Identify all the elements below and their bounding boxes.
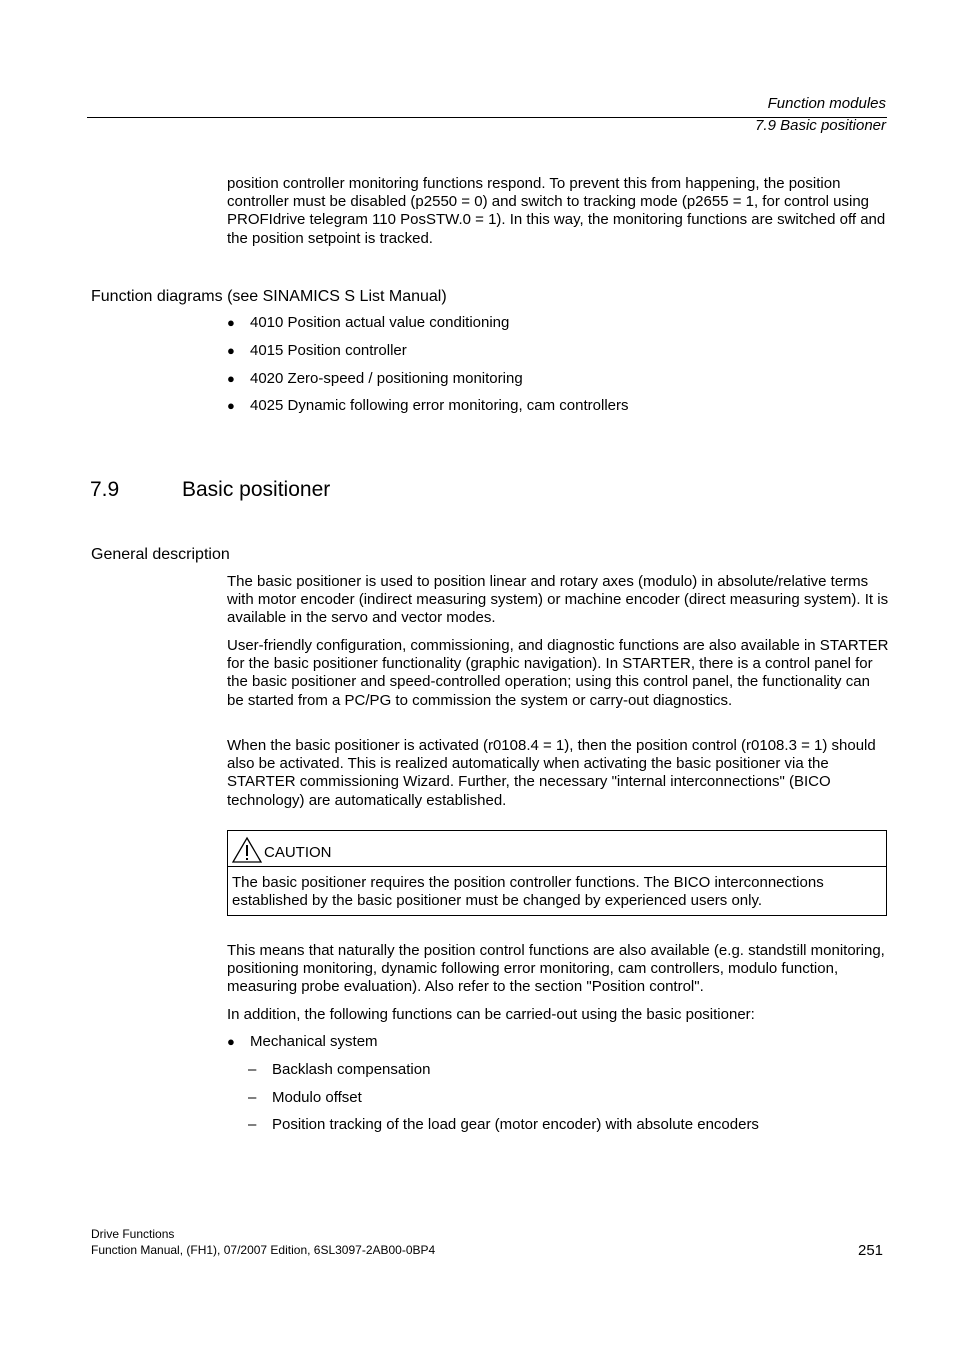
sub-list-item: – Backlash compensation	[248, 1061, 431, 1078]
list-item: ● 4010 Position actual value conditioning	[227, 314, 510, 331]
bullet-icon: ●	[227, 371, 235, 386]
additional-functions-paragraph: In addition, the following functions can be carried-out using the basic positioner:	[227, 1006, 755, 1023]
section-number: 7.9	[90, 478, 120, 501]
header-chapter: Function modules	[767, 95, 886, 112]
list-item: ● Mechanical system	[227, 1033, 378, 1050]
warning-triangle-icon	[231, 836, 263, 864]
list-item: ● 4020 Zero-speed / positioning monitoring	[227, 370, 523, 387]
caution-header	[228, 831, 886, 867]
dash-icon: –	[248, 1061, 257, 1078]
section-title: Basic positioner	[182, 478, 331, 501]
list-item: ● 4025 Dynamic following error monitoring, cam controllers	[227, 397, 629, 414]
bullet-icon: ●	[227, 398, 235, 413]
header-section: 7.9 Basic positioner	[755, 117, 886, 134]
position-control-paragraph: This means that naturally the position control functions are also available (e.g. standstill monitoring, positioning monitoring, dynamic following error monitoring, cam controllers, modulo function, measuring probe evaluation). Also refer to the section "Position control".	[227, 942, 885, 996]
intro-paragraph: position controller monitoring functions respond. To prevent this from happening, the position controller must be disabled (p2550 = 0) and switch to tracking mode (p2655 = 1, for control using PROFIdrive telegram 110 PosSTW.0 = 1). In this way, the monitoring functions are switched off and the position setpoint is tracked.	[227, 175, 886, 247]
description-paragraph-1: The basic positioner is used to position linear and rotary axes (modulo) in absolute/relative terms with motor encoder (indirect measuring system) or machine encoder (direct measuring system). It is available in the servo and vector modes.	[227, 573, 889, 627]
bullet-icon: ●	[227, 1034, 235, 1049]
bullet-icon: ●	[227, 315, 235, 330]
dash-icon: –	[248, 1089, 257, 1106]
list-item: ● 4015 Position controller	[227, 342, 407, 359]
sub-list-item: – Modulo offset	[248, 1089, 362, 1106]
page-number: 251	[858, 1242, 884, 1259]
function-diagrams-heading: Function diagrams (see SINAMICS S List Manual)	[91, 288, 447, 305]
description-paragraph-2: User-friendly configuration, commissioning, and diagnostic functions are also available in STARTER for the basic positioner functionality (graphic navigation). In STARTER, there is a control panel for the basic positioner and speed-controlled operation; using this control panel, the functionality can be started from a PC/PG to commission the system or carry-out diagnostics.	[227, 637, 889, 709]
caution-label: CAUTION	[264, 844, 332, 861]
footer-title: Drive Functions	[91, 1227, 175, 1241]
dash-icon: –	[248, 1116, 257, 1133]
caution-box	[227, 830, 887, 916]
description-paragraph-3: When the basic positioner is activated (r0108.4 = 1), then the position control (r0108.3 = 1) should also be activated. This is realized automatically when activating the basic positioner via the STARTER commissioning Wizard. Further, the necessary "internal interconnections" (BICO technology) are automatically established.	[227, 737, 876, 809]
sub-list-item: – Position tracking of the load gear (motor encoder) with absolute encoders	[248, 1116, 759, 1133]
caution-text: The basic positioner requires the position controller functions. The BICO interconnections established by the basic positioner must be changed by experienced users only.	[232, 874, 824, 910]
bullet-icon: ●	[227, 343, 235, 358]
general-description-heading: General description	[91, 546, 230, 563]
footer-edition: Function Manual, (FH1), 07/2007 Edition, 6SL3097-2AB00-0BP4	[91, 1243, 436, 1257]
